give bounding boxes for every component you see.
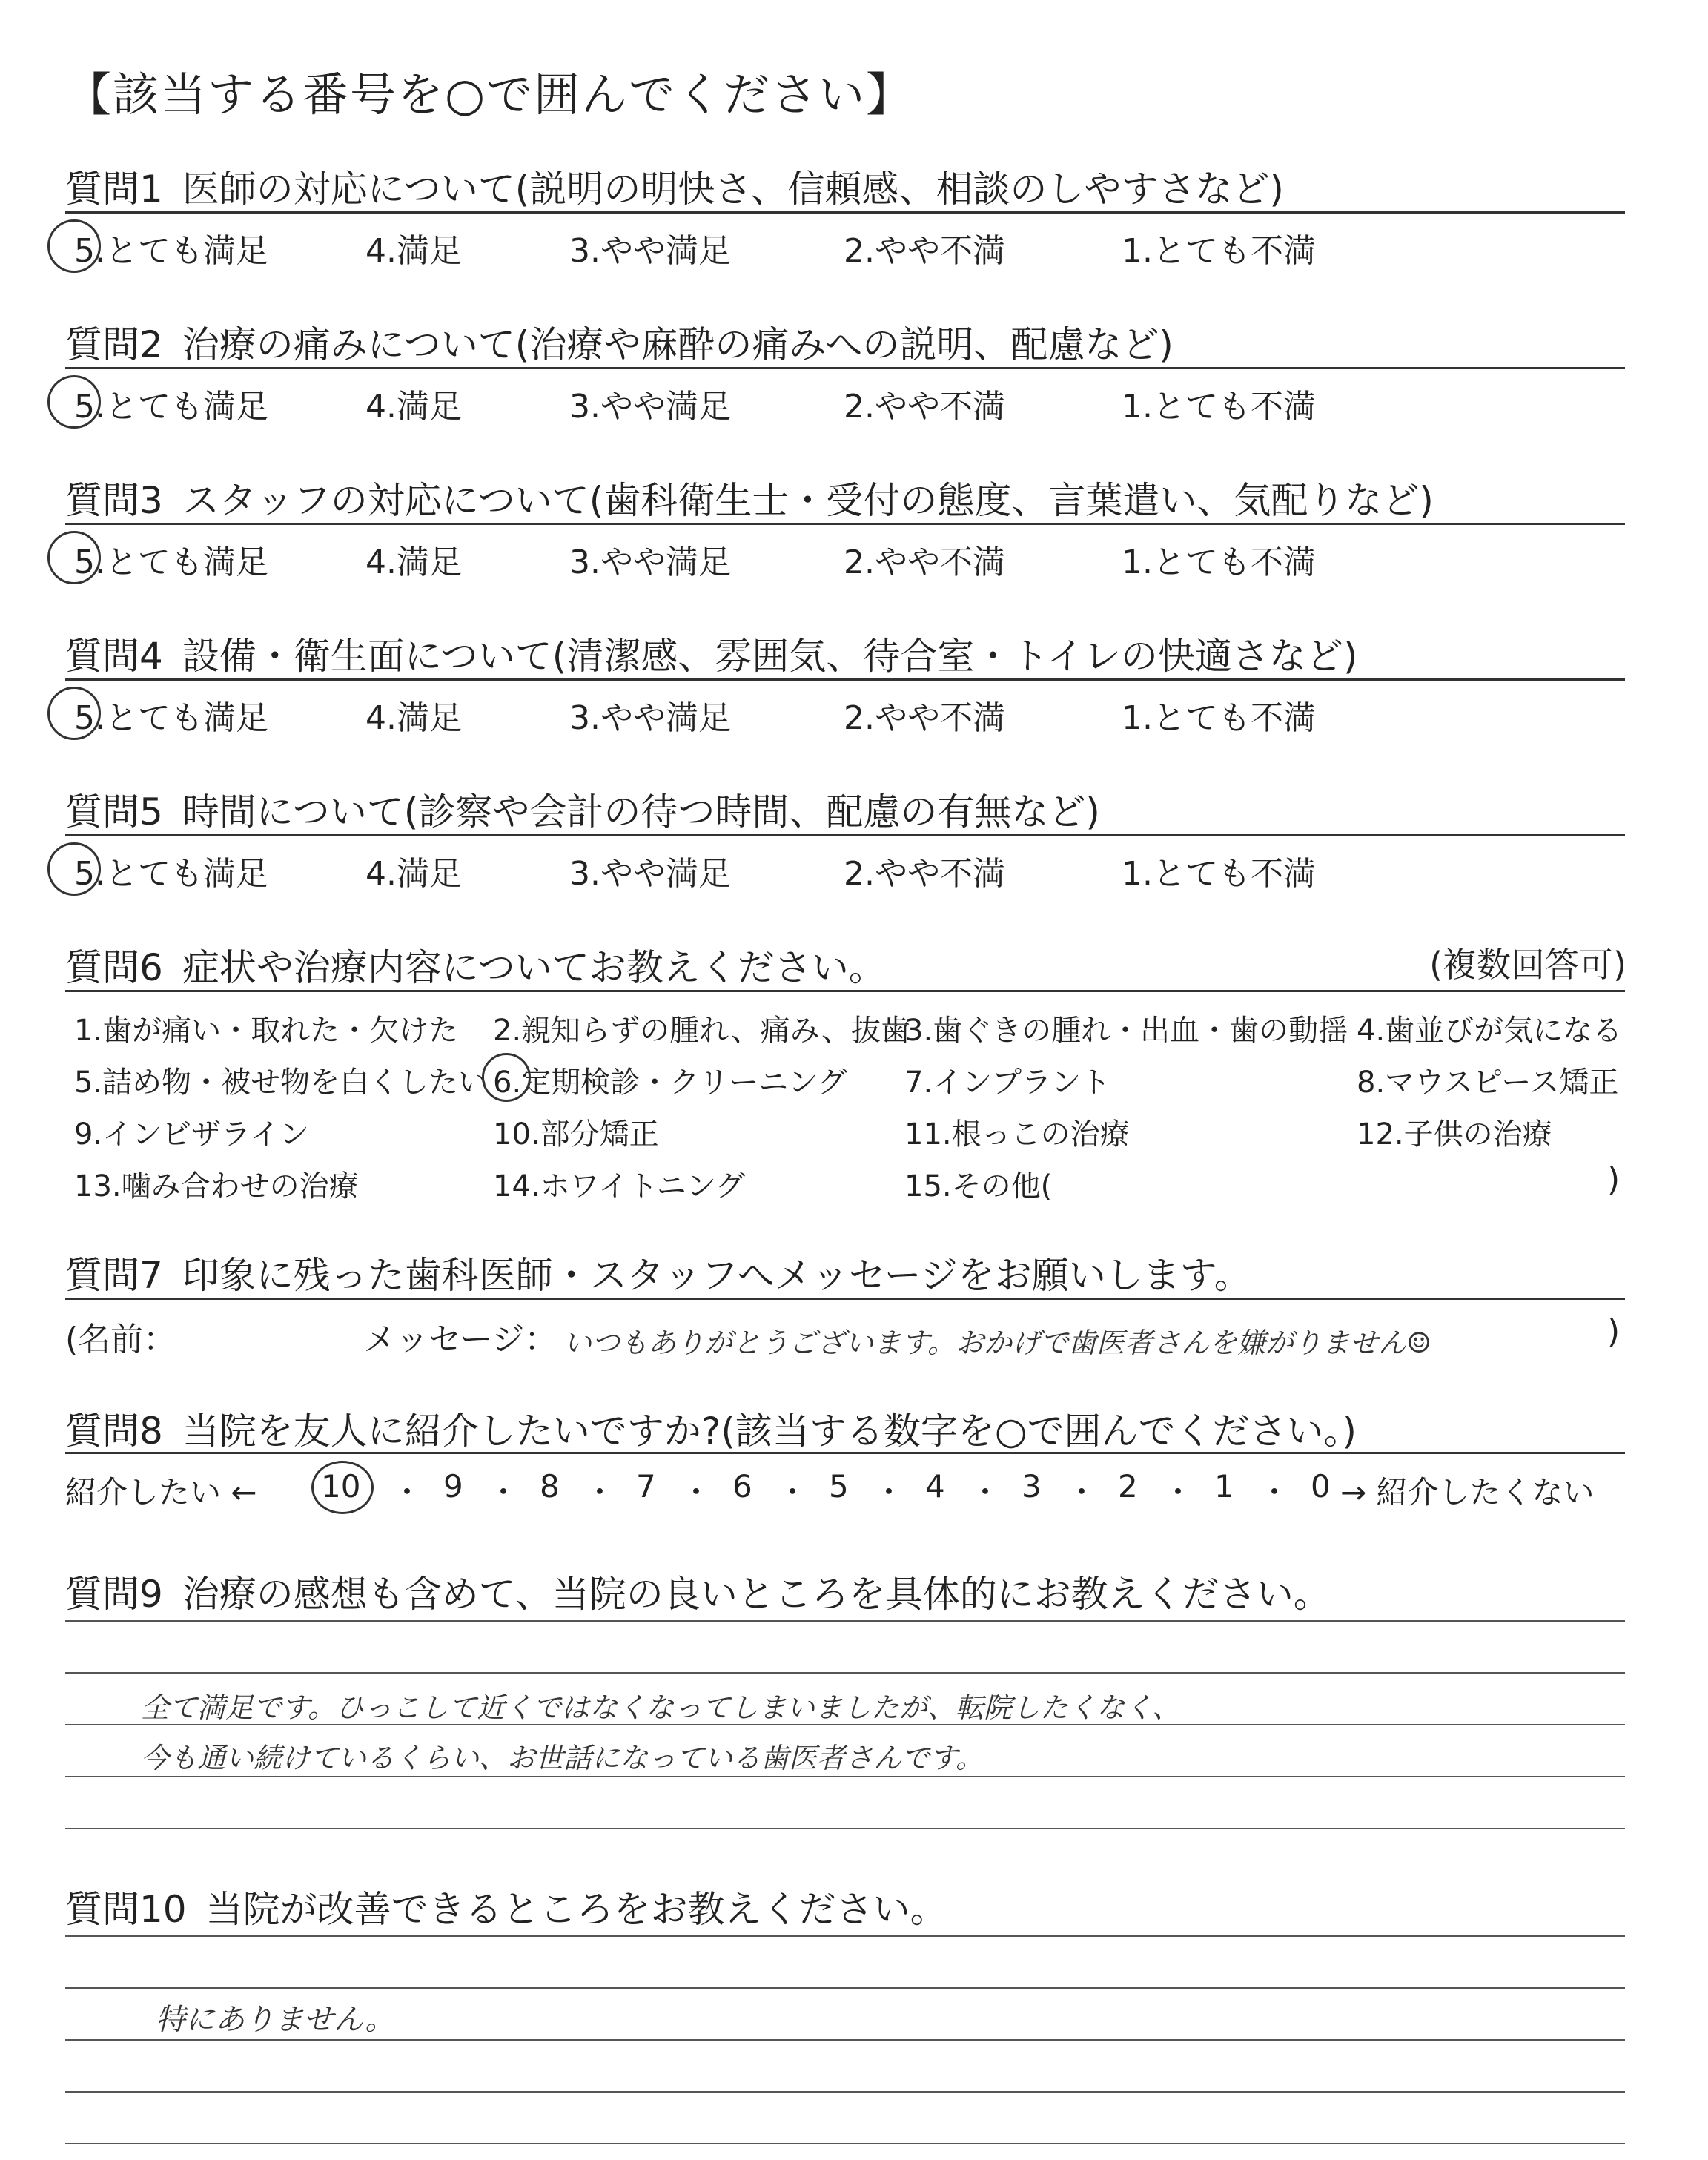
rating-option-4[interactable]: 4.満足 [365,232,462,270]
question-text: 治療の痛みについて(治療や麻酔の痛みへの説明、配慮など) [182,323,1174,366]
question-text: 症状や治療内容についてお教えください。 [182,946,886,989]
handwritten-answer-line-1: 全て満足です。ひっこして近くではなくなってしまいましたが、転院したくなく、 [141,1691,1181,1724]
scale-left-label: 紹介したい ← [65,1474,257,1510]
divider [65,211,1625,214]
answer-circle-q4 [47,687,101,740]
divider [65,834,1625,836]
symptom-option-7[interactable]: 7.インプラント [904,1066,1111,1100]
other-close-paren: ) [1607,1160,1621,1198]
question-2 [65,315,1622,369]
rating-option-1[interactable]: 1.とても不満 [1122,232,1316,270]
scale-separator: ・ [1259,1474,1291,1510]
scale-10[interactable]: 10 [321,1468,361,1505]
scale-separator: ・ [488,1474,520,1510]
scale-9[interactable]: 9 [443,1468,463,1505]
symptom-option-13[interactable]: 13.噛み合わせの治療 [74,1169,359,1203]
scale-5[interactable]: 5 [829,1468,849,1505]
message-close-paren: ) [1607,1312,1621,1350]
rating-option-2[interactable]: 2.やや不満 [844,388,1005,426]
question-text: 時間について(診察や会計の待つ時間、配慮の有無など) [182,790,1100,833]
rating-option-5[interactable]: 5.とても満足 [74,699,268,737]
answer-line [65,2039,1625,2041]
symptom-option-8[interactable]: 8.マウスピース矯正 [1357,1066,1619,1100]
question-9 [65,1565,1622,1618]
answer-line [65,1987,1625,1989]
rating-option-3[interactable]: 3.やや満足 [569,855,731,893]
symptom-option-4[interactable]: 4.歯並びが気になる [1357,1014,1623,1048]
answer-line [65,1828,1625,1829]
symptom-option-11[interactable]: 11.根っこの治療 [904,1117,1130,1152]
symptom-option-10[interactable]: 10.部分矯正 [493,1117,659,1152]
scale-4[interactable]: 4 [925,1468,945,1505]
handwritten-answer-line-2: 今も通い続けているくらい、お世話になっている歯医者さんです。 [141,1742,984,1774]
rating-option-5[interactable]: 5.とても満足 [74,232,268,270]
handwritten-improvement-answer: 特にありません。 [156,2003,395,2037]
scale-7[interactable]: 7 [636,1468,656,1505]
rating-option-2[interactable]: 2.やや不満 [844,855,1005,893]
rating-option-4[interactable]: 4.満足 [365,388,462,426]
question-7 [65,1246,1622,1299]
symptom-option-9[interactable]: 9.インビザライン [74,1117,309,1152]
question-6 [65,938,1622,991]
question-number: 質問1 [65,168,163,211]
answer-line [65,1935,1625,1937]
question-10 [65,1880,1622,1933]
question-number: 質問2 [65,323,163,366]
question-5 [65,782,1622,836]
question-text: 治療の感想も含めて、当院の良いところを具体的にお教えください。 [182,1573,1331,1616]
rating-option-3[interactable]: 3.やや満足 [569,232,731,270]
question-text: 当院を友人に紹介したいですか?(該当する数字を○で囲んでください。) [182,1410,1357,1453]
answer-circle-q2 [47,375,101,429]
rating-option-3[interactable]: 3.やや満足 [569,388,731,426]
question-4 [65,627,1622,680]
question-text: 印象に残った歯科医師・スタッフへメッセージをお願いします。 [182,1254,1251,1297]
scale-separator: ・ [584,1474,616,1510]
answer-circle-q1 [47,219,101,273]
scale-separator: ・ [777,1474,809,1510]
rating-option-1[interactable]: 1.とても不満 [1122,699,1316,737]
rating-option-4[interactable]: 4.満足 [365,699,462,737]
question-text: スタッフの対応について(歯科衛生士・受付の態度、言葉遣い、気配りなど) [182,479,1434,522]
divider [65,1298,1625,1300]
scale-separator: ・ [1066,1474,1098,1510]
symptom-option-5[interactable]: 5.詰め物・被せ物を白くしたい [74,1066,489,1100]
divider [65,367,1625,369]
rating-option-1[interactable]: 1.とても不満 [1122,855,1316,893]
scale-right-label: → 紹介したくない [1340,1474,1595,1510]
symptom-option-2[interactable]: 2.親知らずの腫れ、痛み、抜歯 [493,1014,910,1048]
divider [65,1452,1625,1454]
question-number: 質問3 [65,479,163,522]
rating-option-5[interactable]: 5.とても満足 [74,544,268,581]
answer-circle-q3 [47,531,101,584]
multiple-answers-note: (複数回答可) [1429,945,1626,985]
symptom-option-14[interactable]: 14.ホワイトニング [493,1169,746,1203]
scale-0[interactable]: 0 [1311,1468,1331,1505]
symptom-option-3[interactable]: 3.歯ぐきの腫れ・出血・歯の動揺 [904,1014,1348,1048]
question-number: 質問8 [65,1410,163,1453]
question-8 [65,1401,1622,1455]
question-number: 質問5 [65,790,163,833]
rating-option-2[interactable]: 2.やや不満 [844,699,1005,737]
rating-option-3[interactable]: 3.やや満足 [569,544,731,581]
handwritten-message: いつもありがとうございます。おかげで歯医者さんを嫌がりません☺ [563,1327,1432,1359]
answer-line [65,1620,1625,1622]
rating-option-3[interactable]: 3.やや満足 [569,699,731,737]
answer-circle-q8 [311,1461,374,1514]
scale-separator: ・ [970,1474,1002,1510]
rating-option-1[interactable]: 1.とても不満 [1122,544,1316,581]
question-1 [65,159,1622,213]
scale-8[interactable]: 8 [540,1468,560,1505]
symptom-option-6[interactable]: 6.定期検診・クリーニング [493,1066,847,1100]
answer-circle-q6 [482,1053,531,1102]
answer-line [65,1776,1625,1777]
question-number: 質問6 [65,946,163,989]
question-number: 質問4 [65,635,163,678]
divider [65,678,1625,681]
name-label: (名前： [65,1321,176,1358]
scale-1[interactable]: 1 [1214,1468,1234,1505]
question-3 [65,471,1622,524]
symptom-option-12[interactable]: 12.子供の治療 [1357,1117,1552,1152]
symptom-option-1[interactable]: 1.歯が痛い・取れた・欠けた [74,1014,459,1048]
scale-separator: ・ [391,1474,423,1510]
scale-2[interactable]: 2 [1118,1468,1138,1505]
question-text: 当院が改善できるところをお教えください。 [205,1888,947,1931]
question-text: 医師の対応について(説明の明快さ、信頼感、相談のしやすさなど) [182,168,1284,211]
divider [65,523,1625,525]
question-number: 質問7 [65,1254,163,1297]
message-label: メッセージ： [363,1321,557,1358]
scale-separator: ・ [1162,1474,1194,1510]
question-number: 質問9 [65,1573,163,1616]
scale-separator: ・ [873,1474,905,1510]
divider [65,990,1625,992]
rating-option-4[interactable]: 4.満足 [365,544,462,581]
rating-option-2[interactable]: 2.やや不満 [844,544,1005,581]
answer-circle-q5 [47,842,101,896]
rating-option-2[interactable]: 2.やや不満 [844,232,1005,270]
scale-separator: ・ [681,1474,712,1510]
rating-option-1[interactable]: 1.とても不満 [1122,388,1316,426]
answer-line [65,2143,1625,2144]
page-header: 【該当する番号を○で囲んでください】 [65,67,914,122]
symptom-option-15[interactable]: 15.その他( [904,1169,1053,1203]
scale-3[interactable]: 3 [1022,1468,1042,1505]
question-number: 質問10 [65,1888,187,1931]
rating-option-4[interactable]: 4.満足 [365,855,462,893]
scale-6[interactable]: 6 [732,1468,752,1505]
answer-line [65,2091,1625,2093]
rating-option-5[interactable]: 5.とても満足 [74,388,268,426]
rating-option-5[interactable]: 5.とても満足 [74,855,268,893]
answer-line [65,1672,1625,1674]
question-text: 設備・衛生面について(清潔感、雰囲気、待合室・トイレの快適さなど) [182,635,1358,678]
